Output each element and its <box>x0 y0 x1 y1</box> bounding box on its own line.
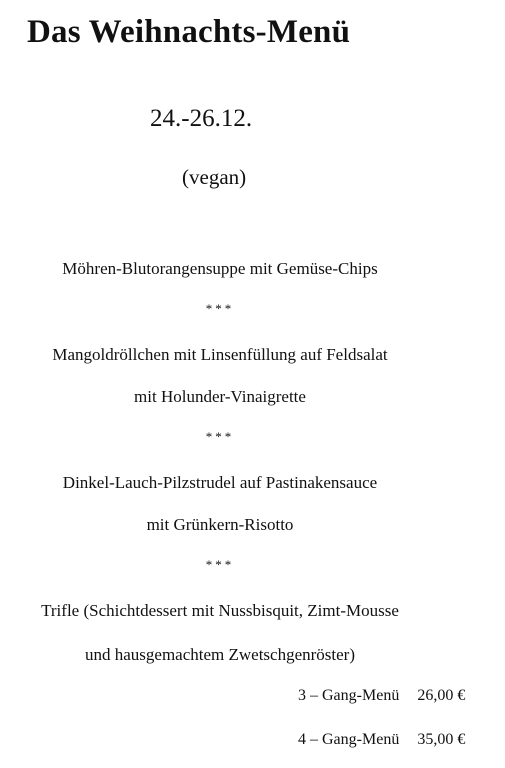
separator: *** <box>205 557 235 572</box>
price-row <box>298 732 465 748</box>
price-label: 4 – Gang-Menü <box>298 731 400 748</box>
course-2-line-2: mit Holunder-Vinaigrette <box>134 387 306 406</box>
price-row <box>298 688 465 704</box>
course-4-line-2: und hausgemachtem Zwetschgenröster) <box>84 645 356 664</box>
price-value: 35,00 € <box>417 731 466 748</box>
course-1-line-1: Möhren-Blutorangensuppe mit Gemüse-Chips <box>62 259 378 278</box>
price-value: 26,00 € <box>417 687 466 704</box>
menu-diet: (vegan) <box>182 165 247 189</box>
course-3-line-2: mit Grünkern-Risotto <box>146 515 294 534</box>
course-4-line-1: Trifle (Schichtdessert mit Nussbisquit, Zimt-Mousse <box>41 601 399 620</box>
separator: *** <box>205 301 235 316</box>
menu-title: Das Weihnachts-Menü <box>27 14 351 50</box>
price-label: 3 – Gang-Menü <box>298 687 400 704</box>
course-3-line-1: Dinkel-Lauch-Pilzstrudel auf Pastinakensauce <box>62 473 378 492</box>
separator: *** <box>205 429 235 444</box>
course-2-line-1: Mangoldröllchen mit Linsenfüllung auf Feldsalat <box>52 345 388 364</box>
menu-date: 24.-26.12. <box>150 105 253 132</box>
